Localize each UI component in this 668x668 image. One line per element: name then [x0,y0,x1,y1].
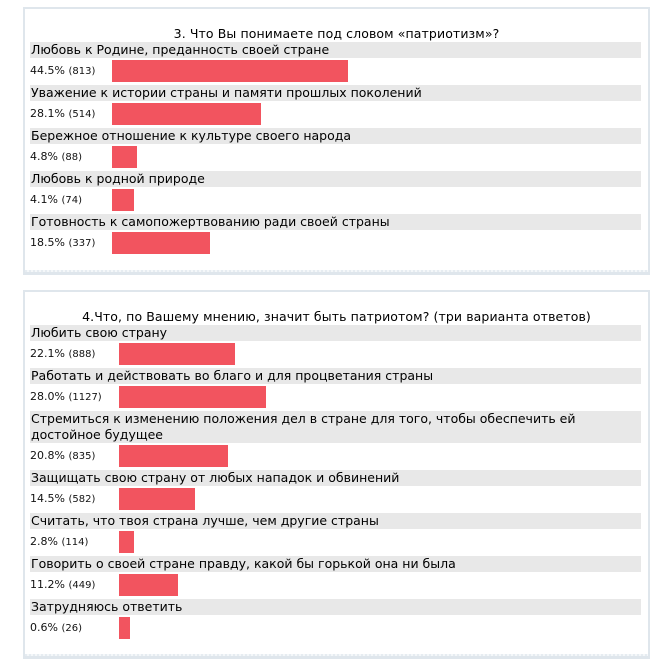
option-percent: 4.1% [30,193,58,206]
option-value [30,492,119,505]
option-count: (582) [68,494,96,505]
poll-title: 3. Что Вы понимаете под словом «патриотизм»? [173,26,500,41]
option-bar [119,386,266,408]
option-percent: 2.8% [30,535,58,548]
poll-footer-divider [25,654,648,656]
option-value [30,347,119,360]
option-count: (26) [61,623,82,634]
poll-box-patriotism-meaning [23,7,650,275]
option-result-row [30,230,643,255]
option-percent: 22.1% [30,347,65,360]
option-bar [119,574,178,596]
option-value [30,578,119,591]
poll-options [25,42,648,255]
option-label: Стремиться к изменению положения дел в стране для того, чтобы обеспечить ей достойное будущее [30,411,641,443]
option-count: (449) [68,580,96,591]
option-label: Готовность к самопожертвованию ради своей страны [30,214,641,230]
option-result-row [30,58,643,83]
option-bar [119,531,134,553]
option-count: (114) [61,537,89,548]
option-bar [112,103,261,125]
poll-footer-divider [25,270,648,272]
option-label: Любовь к Родине, преданность своей стране [30,42,641,58]
option-label: Бережное отношение к культуре своего народа [30,128,641,144]
option-count: (888) [68,349,96,360]
option-result-row [30,486,643,511]
option-label: Говорить о своей стране правду, какой бы горькой она ни была [30,556,641,572]
option-result-row [30,144,643,169]
option-count: (813) [68,66,96,77]
option-bar [119,617,130,639]
option-result-row [30,101,643,126]
option-result-row [30,529,643,554]
option-count: (74) [61,195,82,206]
option-percent: 28.1% [30,107,65,120]
option-label: Защищать свою страну от любых нападок и обвинений [30,470,641,486]
option-bar [112,232,210,254]
option-count: (835) [68,451,96,462]
option-count: (88) [61,152,82,163]
option-result-row [30,341,643,366]
option-result-row [30,615,643,640]
option-value [30,64,112,77]
option-percent: 28.0% [30,390,65,403]
option-result-row [30,384,643,409]
option-value [30,535,119,548]
option-count: (337) [68,238,96,249]
option-bar [112,146,137,168]
option-bar [119,343,235,365]
option-value [30,449,119,462]
option-count: (514) [68,109,96,120]
option-label: Затрудняюсь ответить [30,599,641,615]
option-bar [119,488,195,510]
option-result-row [30,572,643,597]
option-value [30,107,112,120]
option-result-row [30,443,643,468]
poll-title: 4.Что, по Вашему мнению, значит быть патриотом? (три варианта ответов) [82,309,591,324]
option-count: (1127) [68,392,102,403]
option-value [30,193,112,206]
option-bar [112,189,134,211]
option-percent: 20.8% [30,449,65,462]
option-result-row [30,187,643,212]
option-label: Работать и действовать во благо и для процветания страны [30,368,641,384]
poll-options [25,325,648,640]
option-bar [112,60,348,82]
option-label: Уважение к истории страны и памяти прошлых поколений [30,85,641,101]
option-percent: 14.5% [30,492,65,505]
option-percent: 44.5% [30,64,65,77]
option-percent: 11.2% [30,578,65,591]
poll-box-being-patriot [23,290,650,659]
option-percent: 0.6% [30,621,58,634]
option-label: Любовь к родной природе [30,171,641,187]
option-label: Считать, что твоя страна лучше, чем другие страны [30,513,641,529]
option-percent: 4.8% [30,150,58,163]
option-value [30,621,119,634]
option-percent: 18.5% [30,236,65,249]
option-value [30,150,112,163]
option-value [30,236,112,249]
option-label: Любить свою страну [30,325,641,341]
option-bar [119,445,228,467]
option-value [30,390,119,403]
